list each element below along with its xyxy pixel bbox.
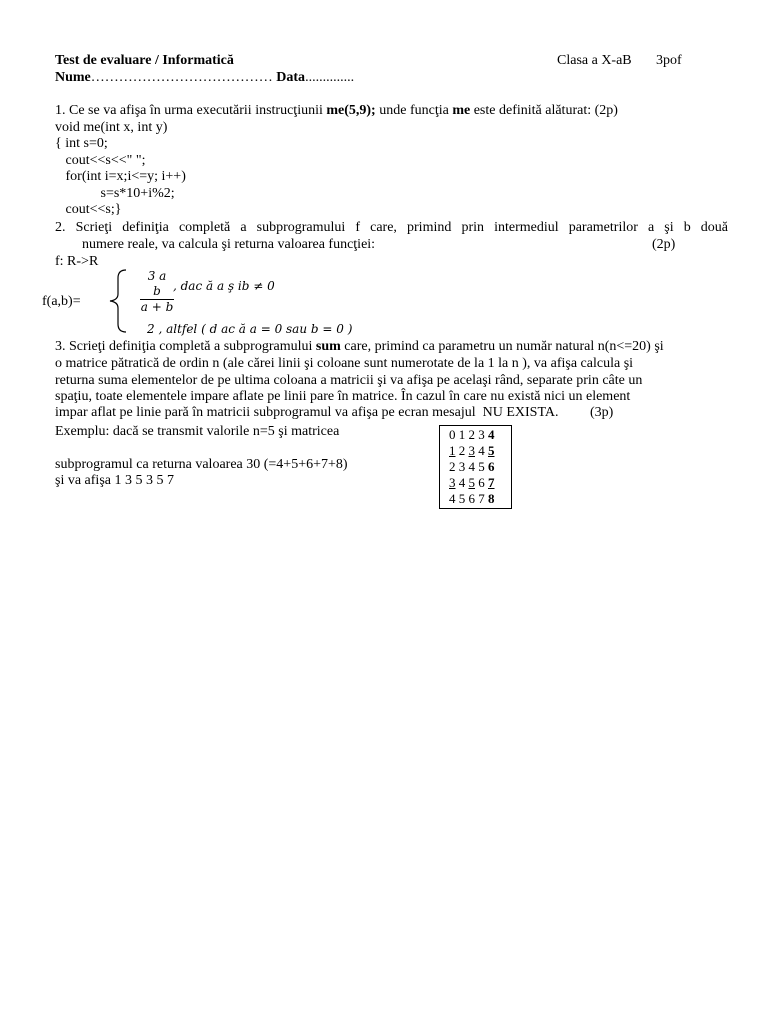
matrix-row xyxy=(449,491,495,507)
matrix-cell: 1 xyxy=(458,427,466,442)
points-oficiu: 3pof xyxy=(656,53,682,68)
q3-line-1-start: 3. Scrieţi definiţia completă a subprogramului xyxy=(55,339,316,354)
matrix-cell: 3 xyxy=(468,443,475,458)
question-2-line-2: numere reale, va calcula şi returna valoarea funcţiei: xyxy=(82,237,376,252)
code-line: for(int i=x;i<=y; i++) xyxy=(55,169,186,184)
example-result-2: şi va afişa 1 3 5 3 5 7 xyxy=(55,473,174,488)
case-2-expression: 2 , altfel ( d ac ă a = 0 sau b = 0 ) xyxy=(147,322,353,336)
question-2-points: (2p) xyxy=(652,237,676,252)
matrix-cell: 6 xyxy=(488,459,495,474)
date-label: Data xyxy=(276,70,306,85)
matrix-row xyxy=(449,459,495,475)
name-dots: ………………………………… xyxy=(90,70,273,85)
name-line xyxy=(55,70,354,86)
example-result-1: subprogramul ca returna valoarea 30 (=4+5+6+7+8) xyxy=(55,457,348,472)
q3-line-1-end: care, primind ca parametru un număr natural n(n<=20) şi xyxy=(340,339,664,354)
matrix-cell: 4 xyxy=(478,443,485,458)
left-brace-icon xyxy=(106,268,130,334)
question-3-line-3: returna suma elementelor de pe ultima coloana a matricii şi va afişa pe acelaşi rând, separate prin câte un xyxy=(55,373,643,388)
q1-function-name: me xyxy=(452,103,471,118)
name-label: Nume xyxy=(55,70,91,85)
question-3-line-5: impar aflat pe linie pară în matricii subprogramul va afişa pe ecran mesajul NU EXISTA. (3p) xyxy=(55,405,614,420)
matrix-cell: 4 xyxy=(488,427,495,442)
question-1-intro xyxy=(55,103,618,119)
matrix-cell: 5 xyxy=(478,459,485,474)
matrix-row xyxy=(449,427,495,443)
question-3-line-1 xyxy=(55,339,728,355)
q1-call: me(5,9); xyxy=(326,103,376,118)
matrix-cell: 7 xyxy=(478,491,485,506)
class-label: Clasa a X-aB xyxy=(557,53,632,68)
matrix-cell: 1 xyxy=(449,443,456,458)
q1-text-b: unde funcţia xyxy=(375,103,453,118)
matrix-row xyxy=(449,475,495,491)
example-matrix xyxy=(439,425,512,509)
code-line: { int s=0; xyxy=(55,136,108,151)
fraction-denominator: a + b xyxy=(140,300,174,314)
matrix-cell: 5 xyxy=(488,443,495,458)
code-line: s=s*10+i%2; xyxy=(55,186,175,201)
matrix-cell: 5 xyxy=(458,491,466,506)
matrix-cell: 6 xyxy=(478,475,485,490)
case-1-fraction xyxy=(140,269,174,315)
question-2-line-1: 2. Scrieţi definiţia completă a subprogramului f care, primind prin intermediul parametrilor a şi b două xyxy=(55,220,728,235)
date-dots: .............. xyxy=(305,70,355,85)
code-line: cout<<s;} xyxy=(55,202,122,217)
test-title: Test de evaluare / Informatică xyxy=(55,53,234,68)
q1-text-a: 1. Ce se va afişa în urma executării instrucţiunii xyxy=(55,103,327,118)
function-lhs: f(a,b)= xyxy=(42,294,81,309)
matrix-cell: 7 xyxy=(488,475,495,490)
matrix-cell: 4 xyxy=(468,459,475,474)
function-domain: f: R->R xyxy=(55,254,99,269)
matrix-row xyxy=(449,443,495,459)
matrix-cell: 2 xyxy=(458,443,466,458)
q3-subprogram-name: sum xyxy=(315,339,341,354)
matrix-cell: 4 xyxy=(458,475,466,490)
example-intro: Exemplu: dacă se transmit valorile n=5 şi matricea xyxy=(55,424,340,439)
matrix-cell: 3 xyxy=(478,427,485,442)
matrix-cell: 5 xyxy=(468,475,475,490)
matrix-cell: 8 xyxy=(488,491,495,506)
fraction-numerator: 3 a b xyxy=(140,269,174,300)
matrix-cell: 3 xyxy=(458,459,466,474)
case-1-condition: , dac ă a ş ib ≠ 0 xyxy=(173,279,275,293)
matrix-cell: 3 xyxy=(449,475,456,490)
matrix-cell: 0 xyxy=(449,427,456,442)
matrix-cell: 4 xyxy=(449,491,456,506)
q1-text-c: este definită alăturat: (2p) xyxy=(470,103,618,118)
matrix-cell: 6 xyxy=(468,491,475,506)
code-line: void me(int x, int y) xyxy=(55,120,168,135)
code-line: cout<<s<<" "; xyxy=(55,153,146,168)
matrix-cell: 2 xyxy=(468,427,475,442)
question-3-line-2: o matrice pătratică de ordin n (ale cărei linii şi coloane sunt numerotate de la 1 la n ), va afişa calcula şi xyxy=(55,356,634,371)
matrix-cell: 2 xyxy=(449,459,456,474)
question-3-line-4: spaţiu, toate elementele impare aflate pe linii pare în matrice. În cazul în care nu există nici un element xyxy=(55,389,631,404)
